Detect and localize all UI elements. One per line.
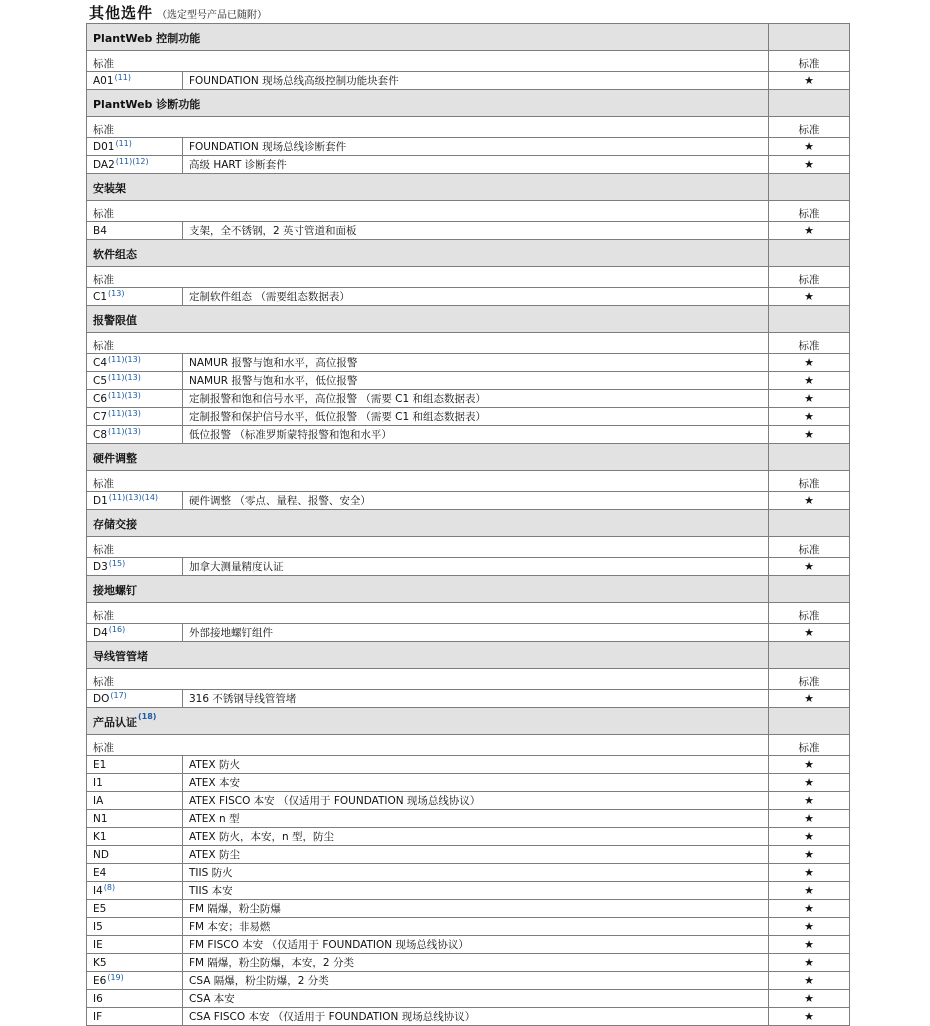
standard-column-label: 标准 [769, 267, 850, 288]
option-description: TIIS 防火 [183, 864, 769, 882]
option-description: FOUNDATION 现场总线诊断套件 [183, 138, 769, 156]
standard-star-icon: ★ [769, 882, 850, 900]
standard-column-label: 标准 [769, 117, 850, 138]
option-row [87, 624, 850, 642]
option-code [87, 972, 183, 990]
option-description: ATEX n 型 [183, 810, 769, 828]
standard-label: 标准 [87, 201, 769, 222]
option-description: 硬件调整 （零点、量程、报警、安全） [183, 492, 769, 510]
option-code [87, 882, 183, 900]
standard-star-icon: ★ [769, 864, 850, 882]
option-row [87, 972, 850, 990]
standard-label: 标准 [87, 537, 769, 558]
standard-star-icon: ★ [769, 918, 850, 936]
option-code-text: A01 [93, 74, 114, 87]
option-description: 外部接地螺钉组件 [183, 624, 769, 642]
option-description: ATEX 防火，本安，n 型，防尘 [183, 828, 769, 846]
title-sub: （选定型号产品已随附） [157, 10, 268, 21]
option-code [87, 138, 183, 156]
section-header [87, 642, 850, 669]
standard-star-icon: ★ [769, 1008, 850, 1026]
option-row [87, 138, 850, 156]
standard-star-icon: ★ [769, 972, 850, 990]
options-table [86, 23, 850, 1026]
standard-star-icon: ★ [769, 138, 850, 156]
section-header-blank [769, 444, 850, 471]
standard-row [87, 117, 850, 138]
standard-column-label: 标准 [769, 333, 850, 354]
page-title [89, 3, 267, 23]
option-code [87, 756, 183, 774]
option-code-text: DA2 [93, 158, 115, 171]
section-header-blank [769, 576, 850, 603]
option-row [87, 954, 850, 972]
option-code-footnote: (11)(13)(14) [108, 492, 159, 502]
standard-star-icon: ★ [769, 354, 850, 372]
standard-column-label: 标准 [769, 603, 850, 624]
standard-column-label: 标准 [769, 735, 850, 756]
option-code [87, 222, 183, 240]
option-code [87, 936, 183, 954]
section-header [87, 90, 850, 117]
option-row [87, 426, 850, 444]
option-row [87, 846, 850, 864]
option-row [87, 810, 850, 828]
option-code [87, 372, 183, 390]
option-description: NAMUR 报警与饱和水平，高位报警 [183, 354, 769, 372]
option-code-text: C5 [93, 374, 108, 387]
option-code [87, 288, 183, 306]
section-title-text: PlantWeb 控制功能 [93, 32, 201, 45]
option-description: 定制报警和饱和信号水平，高位报警 （需要 C1 和组态数据表） [183, 390, 769, 408]
section-title [87, 24, 769, 51]
section-title [87, 576, 769, 603]
section-title-text: 导线管管堵 [93, 650, 148, 663]
option-code [87, 918, 183, 936]
option-code-text: B4 [93, 224, 107, 237]
standard-star-icon: ★ [769, 222, 850, 240]
option-code [87, 1008, 183, 1026]
standard-row [87, 333, 850, 354]
option-row [87, 1008, 850, 1026]
standard-star-icon: ★ [769, 954, 850, 972]
option-code-footnote: (17) [110, 690, 127, 700]
option-code-text: C7 [93, 410, 108, 423]
section-header-blank [769, 642, 850, 669]
option-code-text: D4 [93, 626, 108, 639]
option-code [87, 690, 183, 708]
option-code-text: N1 [93, 812, 108, 825]
option-code [87, 864, 183, 882]
section-title-text: PlantWeb 诊断功能 [93, 98, 201, 111]
option-row [87, 408, 850, 426]
option-description: FM 隔爆，粉尘防爆，本安，2 分类 [183, 954, 769, 972]
option-description: TIIS 本安 [183, 882, 769, 900]
section-header-blank [769, 510, 850, 537]
option-code-text: C1 [93, 290, 108, 303]
section-header [87, 576, 850, 603]
section-title [87, 90, 769, 117]
option-row [87, 900, 850, 918]
option-code-footnote: (19) [107, 972, 124, 982]
option-code-footnote: (11)(13) [108, 426, 141, 436]
option-row [87, 882, 850, 900]
section-title [87, 642, 769, 669]
option-code-text: I5 [93, 920, 103, 933]
standard-label: 标准 [87, 267, 769, 288]
option-code-text: I6 [93, 992, 103, 1005]
option-code [87, 810, 183, 828]
option-code [87, 846, 183, 864]
option-description: 加拿大测量精度认证 [183, 558, 769, 576]
option-row [87, 792, 850, 810]
option-description: 定制软件组态 （需要组态数据表） [183, 288, 769, 306]
standard-row [87, 669, 850, 690]
standard-label: 标准 [87, 471, 769, 492]
section-header [87, 240, 850, 267]
option-code-text: E6 [93, 974, 107, 987]
option-code-footnote: (11)(13) [108, 354, 141, 364]
option-code-footnote: (11) [115, 138, 132, 148]
standard-star-icon: ★ [769, 990, 850, 1008]
standard-label: 标准 [87, 117, 769, 138]
section-title [87, 240, 769, 267]
standard-star-icon: ★ [769, 624, 850, 642]
option-code-footnote: (16) [108, 624, 126, 634]
option-code [87, 774, 183, 792]
option-row [87, 492, 850, 510]
standard-star-icon: ★ [769, 372, 850, 390]
options-table-body [87, 24, 850, 1026]
standard-star-icon: ★ [769, 72, 850, 90]
section-header [87, 306, 850, 333]
option-code-text: I4 [93, 884, 103, 897]
option-code-text: E5 [93, 902, 107, 915]
standard-label: 标准 [87, 669, 769, 690]
option-code-text: D1 [93, 494, 108, 507]
option-description: FM FISCO 本安 （仅适用于 FOUNDATION 现场总线协议） [183, 936, 769, 954]
section-title-footnote: (18) [138, 712, 157, 721]
standard-star-icon: ★ [769, 936, 850, 954]
option-code-text: C6 [93, 392, 108, 405]
option-code-footnote: (11)(13) [108, 408, 141, 418]
option-code [87, 426, 183, 444]
section-title [87, 306, 769, 333]
option-description: ATEX 防火 [183, 756, 769, 774]
option-description: ATEX 本安 [183, 774, 769, 792]
section-header-blank [769, 90, 850, 117]
option-row [87, 690, 850, 708]
section-header [87, 708, 850, 735]
section-header [87, 510, 850, 537]
section-header [87, 24, 850, 51]
option-code-text: DO [93, 692, 110, 705]
section-header [87, 444, 850, 471]
standard-star-icon: ★ [769, 408, 850, 426]
standard-star-icon: ★ [769, 426, 850, 444]
option-description: NAMUR 报警与饱和水平，低位报警 [183, 372, 769, 390]
standard-star-icon: ★ [769, 774, 850, 792]
section-title [87, 708, 769, 735]
standard-row [87, 51, 850, 72]
option-description: FM 本安；非易燃 [183, 918, 769, 936]
option-row [87, 828, 850, 846]
title-main: 其他选件 [89, 4, 154, 22]
option-description: ATEX 防尘 [183, 846, 769, 864]
option-code-text: IE [93, 938, 103, 951]
option-row [87, 390, 850, 408]
section-header-blank [769, 240, 850, 267]
option-description: FM 隔爆，粉尘防爆 [183, 900, 769, 918]
standard-row [87, 267, 850, 288]
standard-label: 标准 [87, 51, 769, 72]
standard-star-icon: ★ [769, 792, 850, 810]
standard-column-label: 标准 [769, 201, 850, 222]
option-description: 支架，全不锈钢，2 英寸管道和面板 [183, 222, 769, 240]
option-row [87, 558, 850, 576]
standard-star-icon: ★ [769, 846, 850, 864]
option-row [87, 774, 850, 792]
option-row [87, 72, 850, 90]
option-row [87, 156, 850, 174]
option-code [87, 492, 183, 510]
section-title [87, 510, 769, 537]
standard-label: 标准 [87, 603, 769, 624]
option-code-footnote: (8) [103, 882, 116, 892]
option-code [87, 408, 183, 426]
option-code-text: D01 [93, 140, 115, 153]
option-code-text: K5 [93, 956, 107, 969]
option-code [87, 72, 183, 90]
option-code-footnote: (11)(13) [108, 372, 141, 382]
option-code-text: K1 [93, 830, 107, 843]
option-description: CSA 隔爆，粉尘防爆，2 分类 [183, 972, 769, 990]
option-code [87, 624, 183, 642]
option-code [87, 354, 183, 372]
option-row [87, 288, 850, 306]
standard-star-icon: ★ [769, 492, 850, 510]
option-description: 高级 HART 诊断套件 [183, 156, 769, 174]
option-code [87, 954, 183, 972]
option-code-text: ND [93, 848, 109, 861]
standard-label: 标准 [87, 333, 769, 354]
option-row [87, 222, 850, 240]
option-code [87, 828, 183, 846]
option-description: CSA 本安 [183, 990, 769, 1008]
standard-star-icon: ★ [769, 390, 850, 408]
standard-row [87, 603, 850, 624]
section-title [87, 444, 769, 471]
section-title [87, 174, 769, 201]
standard-row [87, 735, 850, 756]
option-row [87, 864, 850, 882]
option-description: FOUNDATION 现场总线高级控制功能块套件 [183, 72, 769, 90]
standard-star-icon: ★ [769, 156, 850, 174]
option-row [87, 936, 850, 954]
section-header-blank [769, 306, 850, 333]
section-header-blank [769, 174, 850, 201]
section-title-text: 接地螺钉 [93, 584, 137, 597]
section-title-text: 软件组态 [93, 248, 137, 261]
standard-column-label: 标准 [769, 51, 850, 72]
option-row [87, 918, 850, 936]
option-code-text: IF [93, 1010, 103, 1023]
option-code [87, 390, 183, 408]
option-code-footnote: (11)(13) [108, 390, 141, 400]
standard-row [87, 201, 850, 222]
standard-star-icon: ★ [769, 756, 850, 774]
standard-row [87, 471, 850, 492]
option-code [87, 558, 183, 576]
standard-label: 标准 [87, 735, 769, 756]
standard-star-icon: ★ [769, 558, 850, 576]
option-code-text: C4 [93, 356, 108, 369]
option-row [87, 756, 850, 774]
standard-column-label: 标准 [769, 669, 850, 690]
section-title-text: 报警限值 [93, 314, 137, 327]
standard-column-label: 标准 [769, 471, 850, 492]
option-code-text: D3 [93, 560, 108, 573]
option-code-footnote: (13) [108, 288, 125, 298]
option-description: 低位报警 （标准罗斯蒙特报警和饱和水平） [183, 426, 769, 444]
section-header-blank [769, 708, 850, 735]
option-code-text: IA [93, 794, 104, 807]
standard-star-icon: ★ [769, 810, 850, 828]
section-title-text: 安装架 [93, 182, 126, 195]
option-code [87, 792, 183, 810]
option-code-footnote: (11)(12) [115, 156, 149, 166]
option-row [87, 372, 850, 390]
option-description: CSA FISCO 本安 （仅适用于 FOUNDATION 现场总线协议） [183, 1008, 769, 1026]
option-code [87, 990, 183, 1008]
option-code-text: I1 [93, 776, 103, 789]
option-code [87, 156, 183, 174]
standard-column-label: 标准 [769, 537, 850, 558]
section-header [87, 174, 850, 201]
standard-star-icon: ★ [769, 690, 850, 708]
option-code-footnote: (11) [114, 72, 131, 82]
section-title-text: 产品认证 [93, 716, 137, 729]
option-row [87, 990, 850, 1008]
standard-row [87, 537, 850, 558]
option-description: 定制报警和保护信号水平，低位报警 （需要 C1 和组态数据表） [183, 408, 769, 426]
option-description: 316 不锈钢导线管管堵 [183, 690, 769, 708]
option-row [87, 354, 850, 372]
section-title-text: 存储交接 [93, 518, 137, 531]
section-title-text: 硬件调整 [93, 452, 137, 465]
standard-star-icon: ★ [769, 288, 850, 306]
standard-star-icon: ★ [769, 900, 850, 918]
option-code-text: C8 [93, 428, 108, 441]
option-code-text: E1 [93, 758, 107, 771]
option-description: ATEX FISCO 本安 （仅适用于 FOUNDATION 现场总线协议） [183, 792, 769, 810]
option-code-text: E4 [93, 866, 107, 879]
option-code-footnote: (15) [108, 558, 126, 568]
section-header-blank [769, 24, 850, 51]
option-code [87, 900, 183, 918]
standard-star-icon: ★ [769, 828, 850, 846]
